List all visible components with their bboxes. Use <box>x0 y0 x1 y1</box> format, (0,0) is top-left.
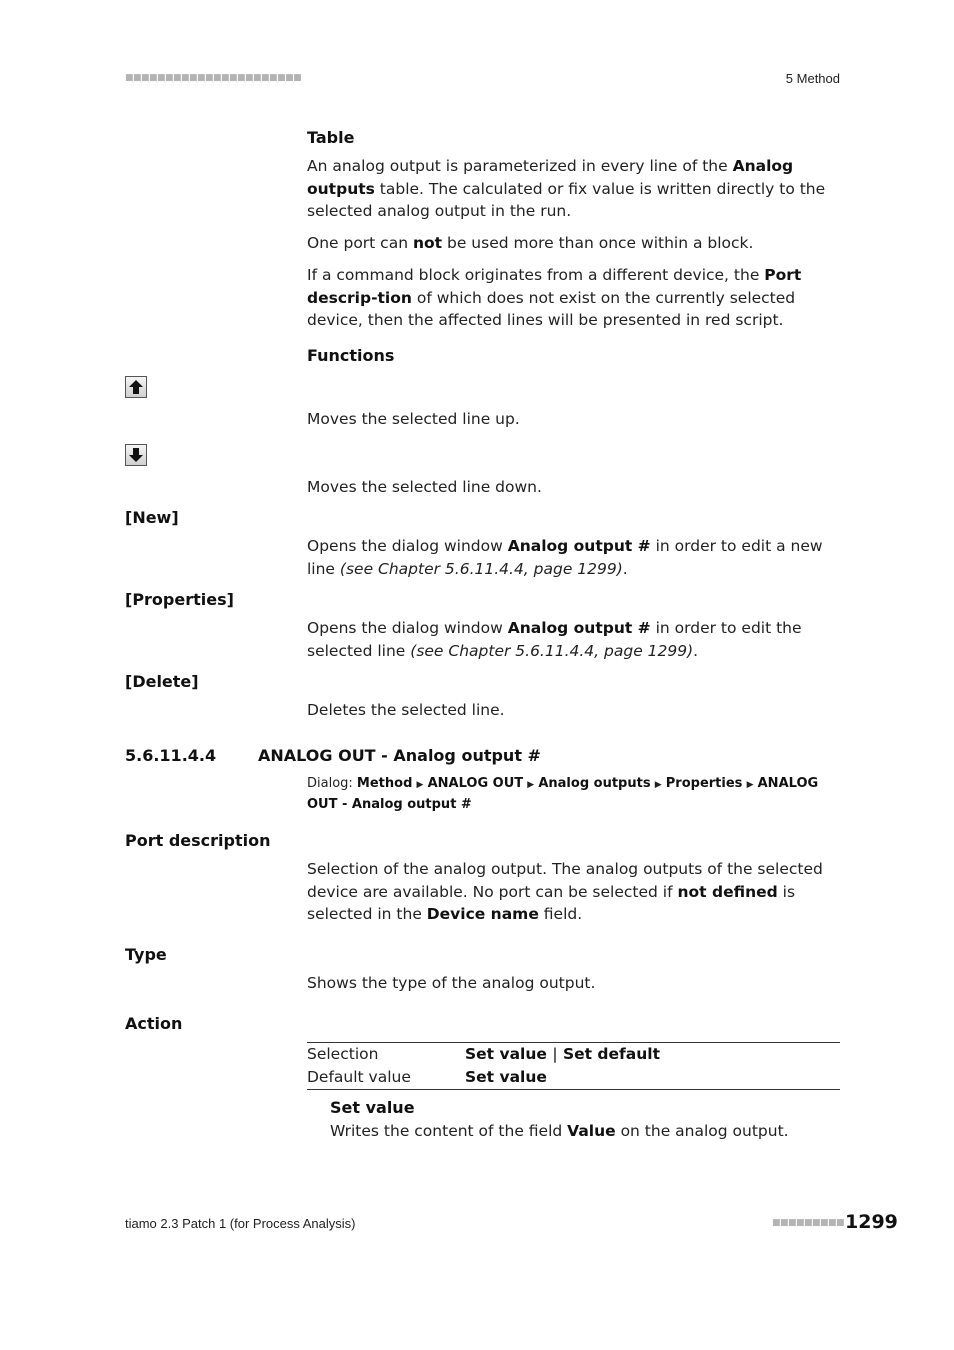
table-value: Set value | Set default <box>465 1045 661 1063</box>
functions-heading: Functions <box>307 346 395 365</box>
table-key: Selection <box>307 1045 379 1063</box>
dialog-path-item: ANALOG OUT - Analog output # <box>307 776 819 812</box>
dialog-path-item: ANALOG OUT <box>427 776 524 791</box>
footer-decoration: ■■■■■■■■■ <box>772 1218 845 1228</box>
arrow-icon: ▶ <box>746 780 754 790</box>
table-row <box>307 1043 840 1066</box>
table-heading: Table <box>307 128 355 147</box>
new-button-label: [New] <box>125 508 179 527</box>
table-paragraph-3: If a command block originates from a different device, the Port descrip-tion of which does not exist on the currently selected device, then the affected lines will be presented in red script. <box>307 266 802 330</box>
port-description-text: Selection of the analog output. The analog outputs of the selected device are available. No port can be selected if not defined is selected in the Device name field. <box>307 860 823 924</box>
delete-button-label: [Delete] <box>125 672 199 691</box>
chapter-link[interactable]: (see Chapter 5.6.11.4.4, page 1299) <box>339 559 623 578</box>
dialog-path-item: Properties <box>665 776 743 791</box>
dialog-path: Dialog: Method ▶ ANALOG OUT ▶ Analog outputs ▶ Properties ▶ ANALOG OUT - Analog output # <box>307 776 819 812</box>
page-number: 1299 <box>845 1211 898 1233</box>
table-key: Default value <box>307 1068 411 1086</box>
move-down-description: Moves the selected line down. <box>307 478 542 496</box>
chapter-link[interactable]: (see Chapter 5.6.11.4.4, page 1299) <box>410 641 694 660</box>
new-description: Opens the dialog window Analog output # in order to edit a new line (see Chapter 5.6.11.4.4, page 1299). <box>307 537 823 578</box>
action-table <box>307 1042 840 1090</box>
table-paragraph-1: An analog output is parameterized in every line of the Analog outputs table. The calculated or fix value is written directly to the selected analog output in the run. <box>307 157 826 221</box>
delete-description: Deletes the selected line. <box>307 701 505 719</box>
properties-button-label: [Properties] <box>125 590 234 609</box>
move-down-icon[interactable] <box>125 444 147 466</box>
action-label: Action <box>125 1014 183 1033</box>
header-chapter: 5 Method <box>785 71 840 86</box>
dialog-path-item: Analog outputs <box>538 776 651 791</box>
arrow-icon: ▶ <box>654 780 662 790</box>
dialog-path-item: Method <box>356 776 413 791</box>
arrow-icon: ▶ <box>416 780 424 790</box>
section-number: 5.6.11.4.4 <box>125 746 217 765</box>
type-description: Shows the type of the analog output. <box>307 974 596 992</box>
move-up-description: Moves the selected line up. <box>307 410 520 428</box>
table-value: Set value <box>465 1068 547 1086</box>
header-decoration: ■■■■■■■■■■■■■■■■■■■■■■ <box>125 73 302 83</box>
move-up-icon[interactable] <box>125 376 147 398</box>
table-paragraph-2: One port can not be used more than once within a block. <box>307 234 754 252</box>
port-description-label: Port description <box>125 831 271 850</box>
properties-description: Opens the dialog window Analog output # in order to edit the selected line (see Chapter 5.6.11.4.4, page 1299). <box>307 619 802 660</box>
section-title: ANALOG OUT - Analog output # <box>258 746 541 765</box>
arrow-icon: ▶ <box>527 780 535 790</box>
option-title: Set value <box>330 1098 415 1117</box>
table-row <box>307 1066 840 1089</box>
option-description: Writes the content of the field Value on the analog output. <box>330 1122 789 1140</box>
type-label: Type <box>125 945 167 964</box>
footer-product: tiamo 2.3 Patch 1 (for Process Analysis) <box>125 1216 356 1231</box>
